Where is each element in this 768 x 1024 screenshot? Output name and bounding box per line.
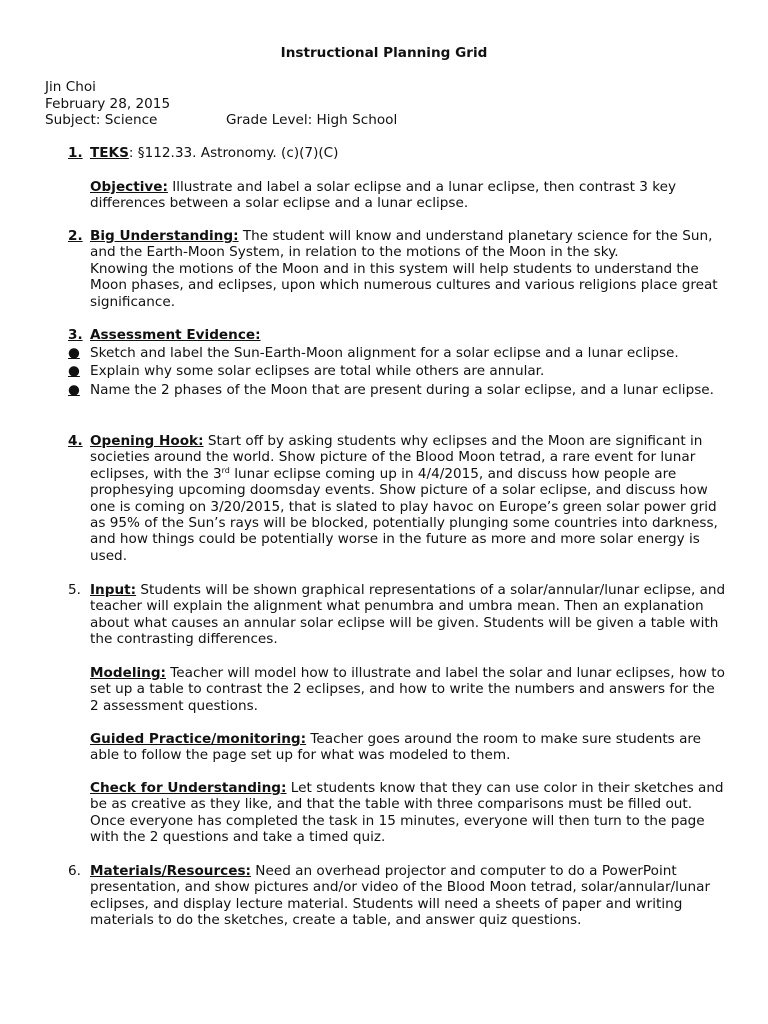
assessment-item-text: Explain why some solar eclipses are total while others are annular. <box>90 363 545 379</box>
objective-text <box>90 179 726 212</box>
teks-heading: TEKS <box>90 145 129 161</box>
input-body: Students will be shown graphical representations of a solar/annular/lunar eclipse, and teacher will explain the alignment what penumbra and umbra mean. Then an explanation about what causes an annular solar eclipse will be given. Students will be given a table with the contrasting differences. <box>90 582 726 648</box>
teks-text <box>90 145 726 161</box>
guided-practice-text <box>90 731 726 764</box>
input-text <box>90 582 726 648</box>
document-date: February 28, 2015 <box>45 95 171 112</box>
author-name: Jin Choi <box>45 79 96 95</box>
modeling-body: Teacher will model how to illustrate and label the solar and lunar eclipses, how to set up a table to contrast the 2 eclipses, and how to write the numbers and answers for the 2 assessment questions. <box>90 665 725 714</box>
big-understanding-body: The student will know and understand planetary science for the Sun, and the Earth-Moon System, in relation to the motions of the Moon in the sky. <box>90 228 713 261</box>
modeling-heading: Modeling: <box>90 665 166 681</box>
guided-practice-heading: Guided Practice/monitoring: <box>90 731 307 747</box>
check-understanding-text <box>90 780 726 846</box>
assessment-item-text: Sketch and label the Sun-Earth-Moon alignment for a solar eclipse and a lunar eclipse. <box>90 345 679 361</box>
objective-body: Illustrate and label a solar eclipse and a lunar eclipse, then contrast 3 key differences between a solar eclipse and a lunar eclipse. <box>90 179 676 212</box>
check-understanding-heading: Check for Understanding: <box>90 780 287 796</box>
opening-hook-body-a: Start off by asking students why eclipses and the Moon are significant in societies around the world. Show picture of the Blood Moon tetrad, a rare event for lunar eclipses, with the 3 <box>90 433 703 482</box>
section-number: 5. <box>68 582 81 598</box>
check-understanding-body: Let students know that they can use color in their sketches and be as creative as they like, and that the table with three comparisons must be filled out. Once everyone has completed the task in 15 minutes, everyone will then turn to the page with the 2 questions and take a timed quiz. <box>90 780 724 846</box>
teks-code: : §112.33. Astronomy. (c)(7)(C) <box>128 145 339 161</box>
input-heading: Input: <box>90 582 137 598</box>
section-number: 1. <box>68 145 83 161</box>
opening-hook-body-b: lunar eclipse coming up in 4/4/2015, and discuss how people are prophesying upcoming doomsday events. Show picture of a solar eclipse, and discuss how one is coming on 3/20/2015, that is slated to play havoc on Europe’s green solar power grid as 95% of the Sun’s rays will be blocked, potentially plunging some countries into darkness, and how things could be potentially worse in the future as more and more solar energy is used. <box>90 465 718 564</box>
bullet-icon: ● <box>68 345 80 361</box>
big-understanding-text <box>90 228 726 310</box>
modeling-text <box>90 665 726 714</box>
assessment-item-text: Name the 2 phases of the Moon that are present during a solar eclipse, and a lunar eclipse. <box>90 382 714 398</box>
page-title: Instructional Planning Grid <box>280 45 488 61</box>
grade-level-label: Grade Level: High School <box>226 112 398 129</box>
ordinal-suffix: rd <box>221 465 230 475</box>
section-number: 4. <box>68 433 83 449</box>
section-number: 6. <box>68 863 81 879</box>
document-header <box>45 79 725 129</box>
materials-text <box>90 863 726 929</box>
assessment-heading-wrap <box>90 327 726 343</box>
assessment-heading: Assessment Evidence: <box>90 327 261 343</box>
subject-line <box>45 112 725 129</box>
big-understanding-heading: Big Understanding: <box>90 228 239 244</box>
objective-heading: Objective: <box>90 179 168 195</box>
opening-hook-heading: Opening Hook: <box>90 433 204 449</box>
section-number: 2. <box>68 228 83 244</box>
materials-heading: Materials/Resources: <box>90 863 251 879</box>
opening-hook-text <box>90 433 726 564</box>
big-understanding-body-2: Knowing the motions of the Moon and in this system will help students to understand the Moon phases, and eclipses, upon which numerous cultures and various religions place great significance. <box>90 260 718 310</box>
subject-label: Subject: Science <box>45 112 158 129</box>
section-number: 3. <box>68 327 83 343</box>
bullet-icon: ● <box>68 382 80 398</box>
guided-practice-body: Teacher goes around the room to make sure students are able to follow the page set up for what was modeled to them. <box>90 731 702 764</box>
materials-body: Need an overhead projector and computer to do a PowerPoint presentation, and show pictures and/or video of the Blood Moon tetrad, solar/annular/lunar eclipses, and display lecture material. Students will need a sheets of paper and writing materials to do the sketches, create a table, and answer quiz questions. <box>90 863 711 929</box>
bullet-icon: ● <box>68 363 80 379</box>
